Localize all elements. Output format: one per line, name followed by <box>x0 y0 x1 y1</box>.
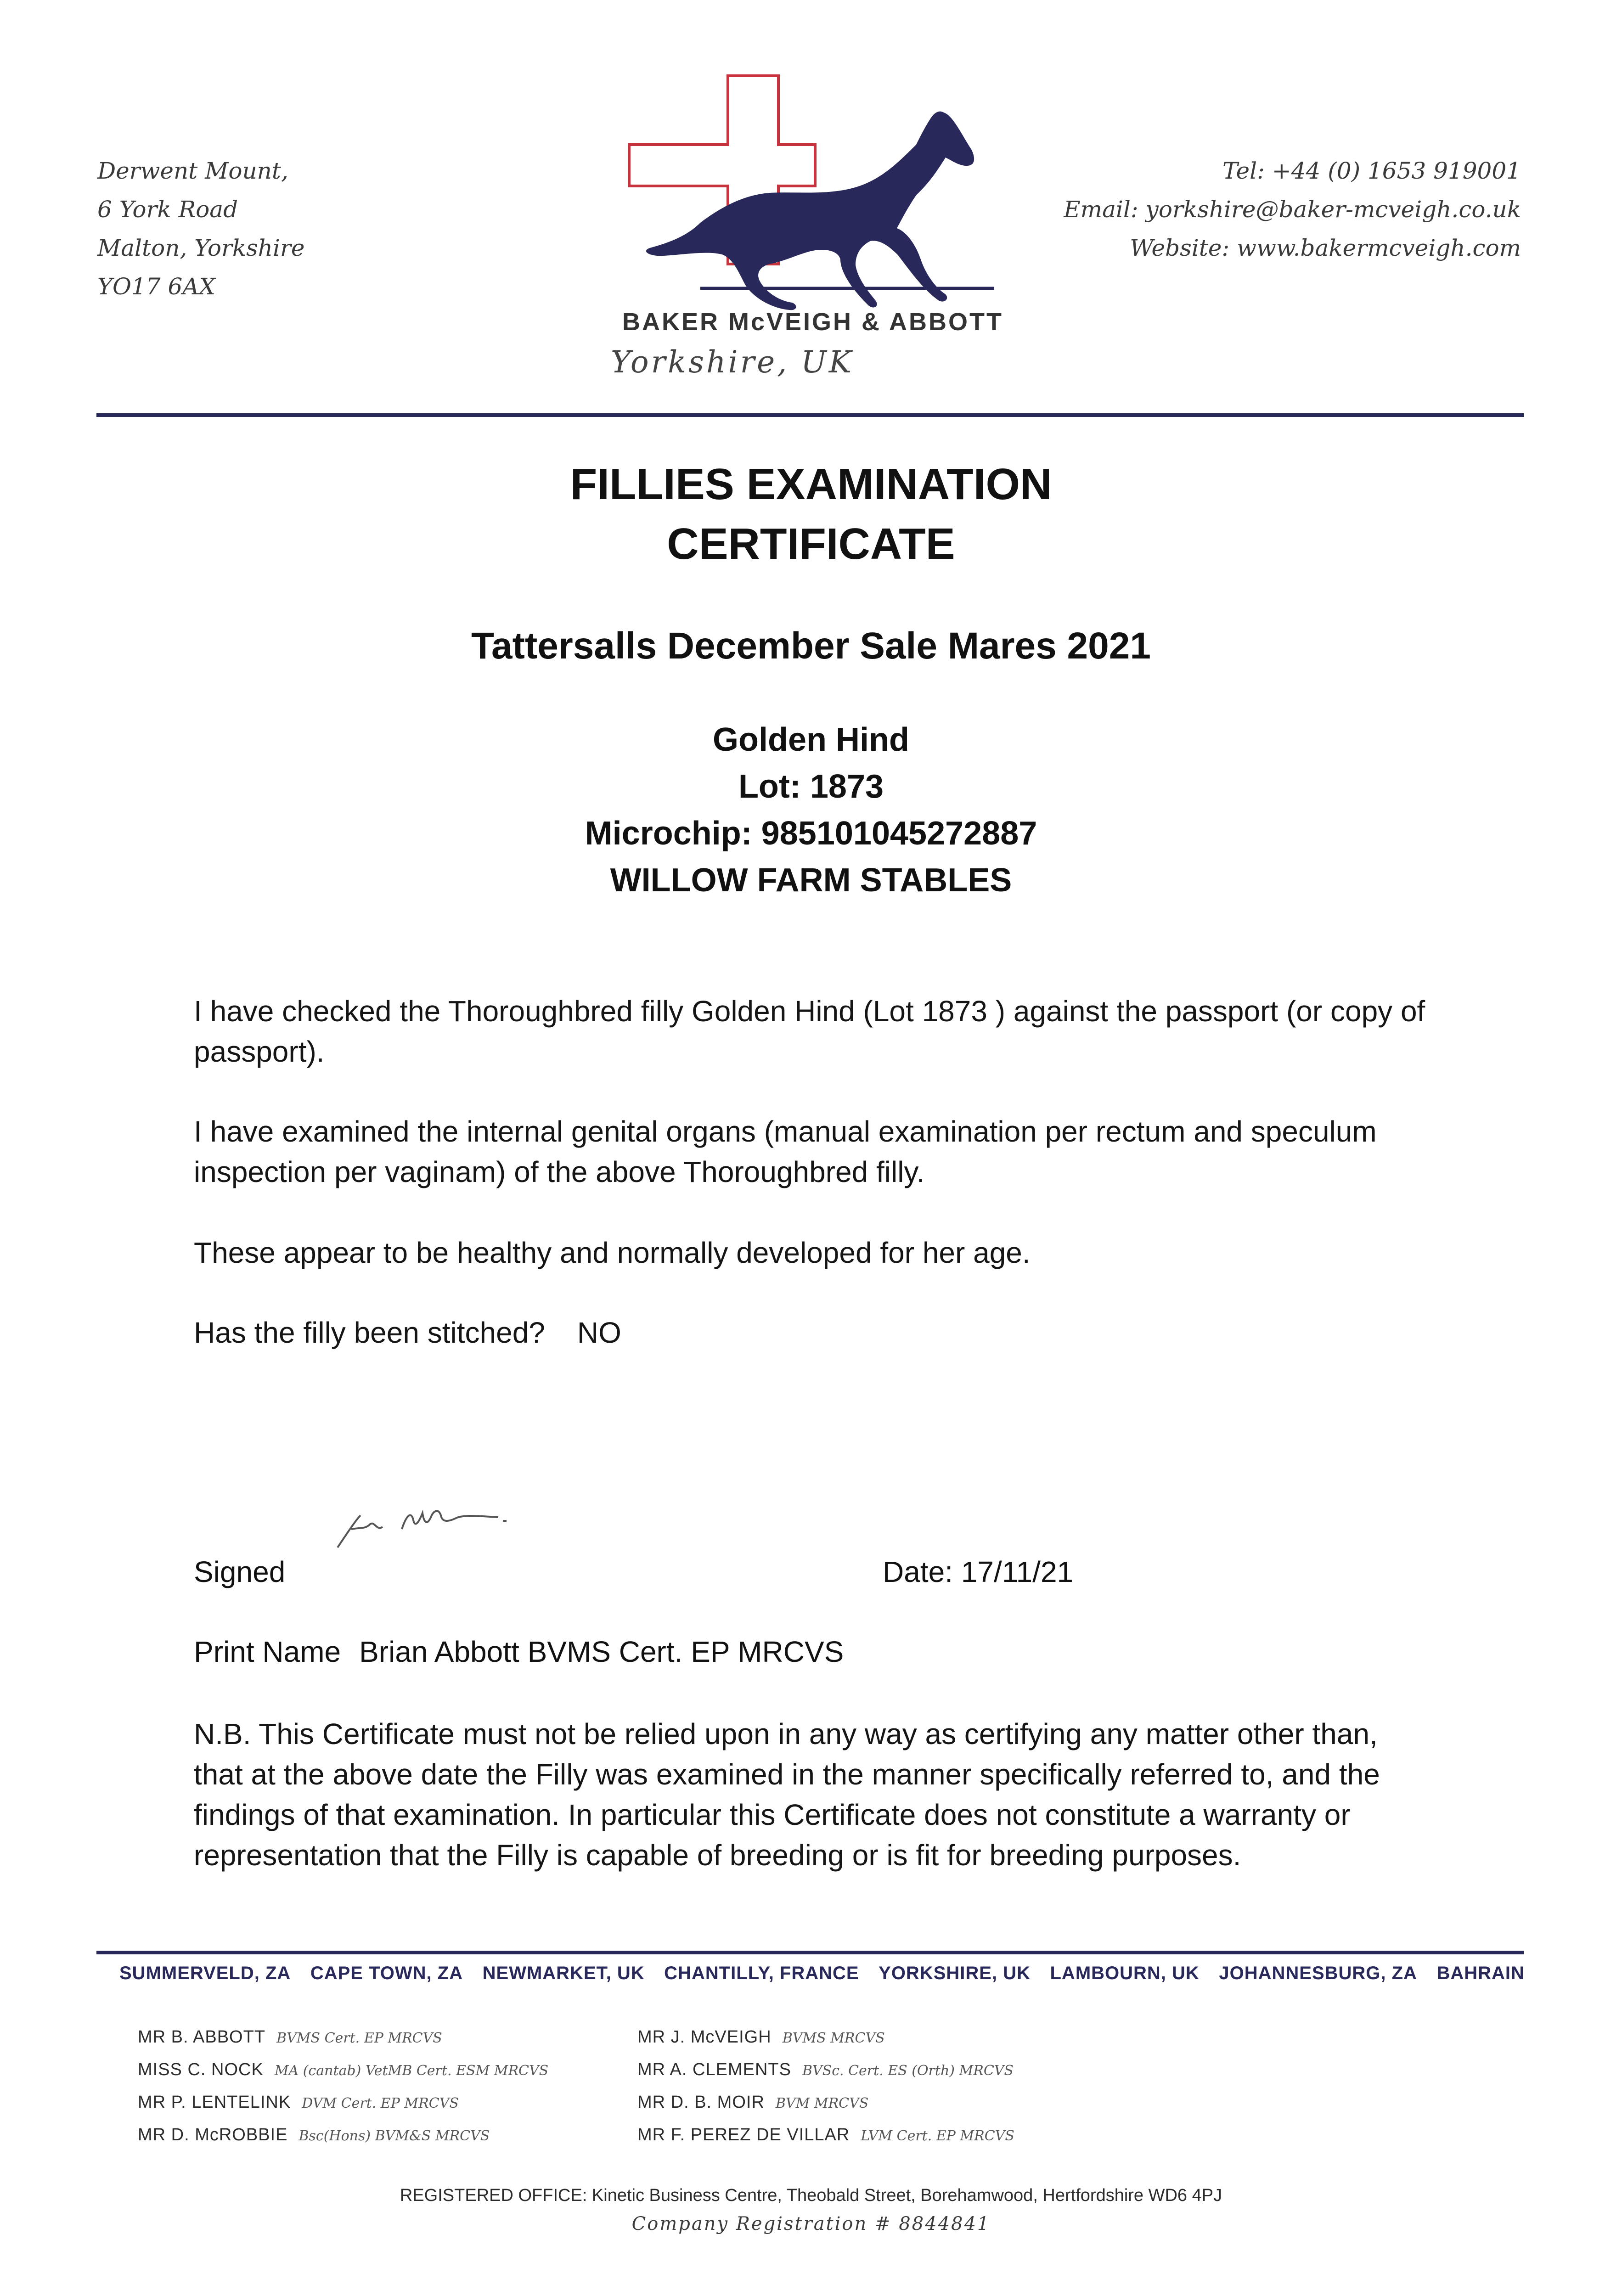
address-line: YO17 6AX <box>97 273 216 300</box>
print-name-label: Print Name <box>194 1635 341 1668</box>
contact-block <box>1064 152 1521 267</box>
print-name <box>194 1635 844 1669</box>
stitched-question <box>194 1312 1434 1353</box>
staff-name: MR P. LENTELINK <box>138 2093 291 2112</box>
office-location: NEWMARKET, UK <box>482 1963 645 1983</box>
staff-entry <box>138 2087 548 2119</box>
address-line: Malton, Yorkshire <box>97 235 305 261</box>
staff-name: MR B. ABBOTT <box>138 2027 266 2047</box>
examination-paragraph: I have examined the internal genital organs (manual examination per rectum and speculum inspection per vaginam) of the above Thoroughbred filly. <box>194 1115 1377 1188</box>
print-name-value: Brian Abbott BVMS Cert. EP MRCVS <box>359 1635 844 1668</box>
health-paragraph: These appear to be healthy and normally developed for her age. <box>194 1236 1031 1269</box>
staff-list-right <box>637 2021 1014 2152</box>
staff-list-left <box>138 2021 548 2152</box>
staff-entry <box>637 2054 1014 2087</box>
disclaimer-note: N.B. This Certificate must not be relied upon in any way as certifying any matter other than, that at the above date the Filly was examined in the manner specifically referred to, and the findings of that examination. In particular this Certificate does not constitute a warranty or representation that the Filly is capable of breeding or is fit for breeding purposes. <box>194 1717 1380 1872</box>
signed-label: Signed <box>194 1555 286 1588</box>
staff-qualification: BVM MRCVS <box>775 2095 869 2111</box>
office-location: CHANTILLY, FRANCE <box>664 1963 859 1983</box>
handwritten-signature <box>333 1497 526 1552</box>
staff-name: MR F. PEREZ DE VILLAR <box>637 2125 850 2144</box>
header-divider <box>96 413 1524 417</box>
staff-entry <box>138 2021 548 2054</box>
certificate-title: FILLIES EXAMINATION <box>570 460 1052 509</box>
company-registration: Company Registration # 8844841 <box>631 2213 991 2234</box>
brand-location: Yorkshire, UK <box>611 344 854 380</box>
lot-number: Lot: 1873 <box>738 768 884 805</box>
staff-entry <box>138 2054 548 2087</box>
staff-name: MR D. McROBBIE <box>138 2125 288 2144</box>
office-location: LAMBOURN, UK <box>1050 1963 1200 1983</box>
office-location: JOHANNESBURG, ZA <box>1219 1963 1417 1983</box>
website-line[interactable]: Website: www.bakermcveigh.com <box>1130 235 1521 261</box>
office-location: BAHRAIN <box>1436 1963 1525 1983</box>
phone-line: Tel: +44 (0) 1653 919001 <box>1222 158 1521 184</box>
email-line[interactable]: Email: yorkshire@baker-mcveigh.co.uk <box>1064 196 1521 223</box>
office-location: SUMMERVELD, ZA <box>119 1963 291 1983</box>
address-line: Derwent Mount, <box>97 158 288 184</box>
stable-name: WILLOW FARM STABLES <box>610 862 1012 899</box>
horse-cross-logo <box>622 71 1003 347</box>
staff-qualification: Bsc(Hons) BVM&S MRCVS <box>298 2128 490 2144</box>
staff-name: MISS C. NOCK <box>138 2060 264 2079</box>
staff-qualification: LVM Cert. EP MRCVS <box>861 2128 1014 2144</box>
address-block <box>97 152 305 306</box>
staff-entry <box>637 2087 1014 2119</box>
staff-entry <box>637 2119 1014 2152</box>
brand-name: BAKER McVEIGH & ABBOTT <box>622 308 1004 336</box>
horse-silhouette <box>646 112 974 310</box>
passport-check-paragraph: I have checked the Thoroughbred filly Golden Hind (Lot 1873 ) against the passport (or copy of passport). <box>194 995 1425 1068</box>
registered-office: REGISTERED OFFICE: Kinetic Business Centre, Theobald Street, Borehamwood, Hertfordshire WD6 4PJ <box>400 2186 1222 2205</box>
office-location: YORKSHIRE, UK <box>879 1963 1031 1983</box>
staff-qualification: BVMS MRCVS <box>782 2030 885 2046</box>
microchip-number: Microchip: 985101045272887 <box>585 815 1037 852</box>
staff-qualification: BVMS Cert. EP MRCVS <box>276 2030 442 2046</box>
footer-divider <box>96 1951 1524 1954</box>
office-locations <box>119 1963 1525 1984</box>
certificate-title-line2: CERTIFICATE <box>667 519 955 568</box>
staff-qualification: BVSc. Cert. ES (Orth) MRCVS <box>802 2063 1014 2079</box>
staff-name: MR D. B. MOIR <box>637 2093 765 2112</box>
staff-entry <box>138 2119 548 2152</box>
stitched-question-label: Has the filly been stitched? <box>194 1316 545 1349</box>
staff-qualification: MA (cantab) VetMB Cert. ESM MRCVS <box>274 2063 549 2079</box>
office-location: CAPE TOWN, ZA <box>310 1963 463 1983</box>
address-line: 6 York Road <box>97 196 238 223</box>
staff-name: MR J. McVEIGH <box>637 2027 772 2047</box>
signature-date: Date: 17/11/21 <box>883 1555 1074 1588</box>
staff-entry <box>637 2021 1014 2054</box>
staff-name: MR A. CLEMENTS <box>637 2060 791 2079</box>
horse-name: Golden Hind <box>713 721 909 758</box>
sale-name: Tattersalls December Sale Mares 2021 <box>471 625 1151 667</box>
staff-qualification: DVM Cert. EP MRCVS <box>302 2095 459 2111</box>
stitched-answer: NO <box>577 1316 621 1349</box>
